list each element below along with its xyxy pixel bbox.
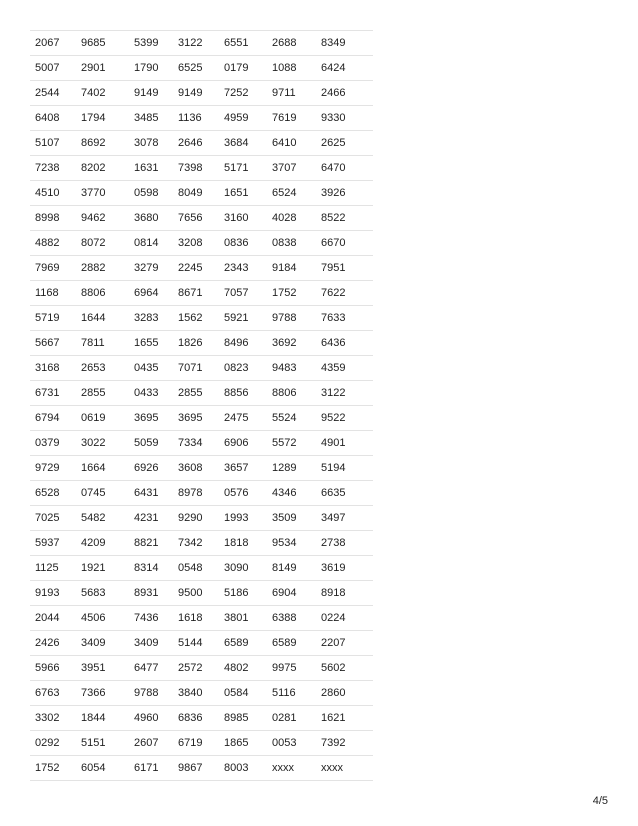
table-cell: 3409 [76, 631, 129, 656]
table-cell: 4959 [219, 106, 267, 131]
table-cell: 2860 [316, 681, 373, 706]
table-cell: 3078 [129, 131, 173, 156]
table-row [30, 506, 373, 531]
table-cell: 1844 [76, 706, 129, 731]
table-cell: 1125 [30, 556, 76, 581]
table-cell: 8985 [219, 706, 267, 731]
table-cell: 6589 [267, 631, 316, 656]
table-cell: 7252 [219, 81, 267, 106]
table-cell: 3770 [76, 181, 129, 206]
table-cell: 3801 [219, 606, 267, 631]
table-cell: 7238 [30, 156, 76, 181]
table-cell: 8821 [129, 531, 173, 556]
table-cell: 2688 [267, 31, 316, 56]
table-cell: 0053 [267, 731, 316, 756]
table-cell: 1136 [173, 106, 219, 131]
table-cell: 3695 [173, 406, 219, 431]
table-cell: 9788 [267, 306, 316, 331]
table-cell: 5572 [267, 431, 316, 456]
table-cell: 8806 [76, 281, 129, 306]
table-cell: 1088 [267, 56, 316, 81]
table-cell: 7366 [76, 681, 129, 706]
table-row [30, 656, 373, 681]
table-cell: 2653 [76, 356, 129, 381]
table-cell: 6906 [219, 431, 267, 456]
table-cell: 8522 [316, 206, 373, 231]
table-cell: 0576 [219, 481, 267, 506]
table-cell: 2855 [76, 381, 129, 406]
table-cell: 6171 [129, 756, 173, 781]
table-cell: 3695 [129, 406, 173, 431]
table-cell: 2572 [173, 656, 219, 681]
table-cell: 8003 [219, 756, 267, 781]
table-cell: 2625 [316, 131, 373, 156]
table-cell: 6424 [316, 56, 373, 81]
table-cell: 7071 [173, 356, 219, 381]
table-cell: 2245 [173, 256, 219, 281]
table-cell: 7334 [173, 431, 219, 456]
table-row [30, 181, 373, 206]
table-cell: 5151 [76, 731, 129, 756]
table-cell: 6470 [316, 156, 373, 181]
table-row [30, 681, 373, 706]
table-cell: 3951 [76, 656, 129, 681]
table-cell: 6719 [173, 731, 219, 756]
table-cell: 8496 [219, 331, 267, 356]
table-cell: 5524 [267, 406, 316, 431]
table-cell: 7342 [173, 531, 219, 556]
table-cell: 2067 [30, 31, 76, 56]
table-row [30, 56, 373, 81]
table-cell: 1651 [219, 181, 267, 206]
table-cell: 8692 [76, 131, 129, 156]
table-cell: 0838 [267, 231, 316, 256]
table-cell: 3208 [173, 231, 219, 256]
table-cell: 8314 [129, 556, 173, 581]
table-cell: 5116 [267, 681, 316, 706]
table-cell: 4209 [76, 531, 129, 556]
table-cell: 0619 [76, 406, 129, 431]
table-cell: 5007 [30, 56, 76, 81]
table-cell: 1562 [173, 306, 219, 331]
table-row [30, 706, 373, 731]
table-row [30, 131, 373, 156]
table-cell: 7436 [129, 606, 173, 631]
table-cell: 1826 [173, 331, 219, 356]
table-cell: 9184 [267, 256, 316, 281]
table-cell: 4802 [219, 656, 267, 681]
table-cell: 7025 [30, 506, 76, 531]
table-cell: 8856 [219, 381, 267, 406]
table-cell: 8671 [173, 281, 219, 306]
table-cell: 8072 [76, 231, 129, 256]
table-cell: 5399 [129, 31, 173, 56]
table-cell: 8202 [76, 156, 129, 181]
table-cell: 5667 [30, 331, 76, 356]
table-cell: 6408 [30, 106, 76, 131]
table-cell: 3279 [129, 256, 173, 281]
table-cell: 3840 [173, 681, 219, 706]
table-cell: 3160 [219, 206, 267, 231]
table-cell: 7951 [316, 256, 373, 281]
table-cell: 3168 [30, 356, 76, 381]
table-cell: 1752 [30, 756, 76, 781]
table-cell: 1618 [173, 606, 219, 631]
table-cell: 4506 [76, 606, 129, 631]
table-cell: 9462 [76, 206, 129, 231]
table-cell: 4028 [267, 206, 316, 231]
table-cell: 8978 [173, 481, 219, 506]
table-cell: 6436 [316, 331, 373, 356]
table-cell: 5719 [30, 306, 76, 331]
table-cell: 1664 [76, 456, 129, 481]
table-cell: 1790 [129, 56, 173, 81]
table-cell: 2466 [316, 81, 373, 106]
table-cell: 8998 [30, 206, 76, 231]
table-cell: 9290 [173, 506, 219, 531]
table-row [30, 256, 373, 281]
table-row [30, 456, 373, 481]
table-cell: 1655 [129, 331, 173, 356]
table-cell: 0435 [129, 356, 173, 381]
table-cell: 5144 [173, 631, 219, 656]
table-row [30, 331, 373, 356]
table-row [30, 431, 373, 456]
table-cell: 1621 [316, 706, 373, 731]
table-cell: 1818 [219, 531, 267, 556]
table-cell: 9975 [267, 656, 316, 681]
table-cell: 6525 [173, 56, 219, 81]
table-cell: 9483 [267, 356, 316, 381]
table-cell: 6431 [129, 481, 173, 506]
table-cell: 7398 [173, 156, 219, 181]
table-row [30, 606, 373, 631]
table-cell: 5171 [219, 156, 267, 181]
table-cell: 3409 [129, 631, 173, 656]
table-cell: 9330 [316, 106, 373, 131]
table-cell: 2882 [76, 256, 129, 281]
table-cell: xxxx [267, 756, 316, 781]
table-cell: 6589 [219, 631, 267, 656]
table-row [30, 631, 373, 656]
table-row [30, 356, 373, 381]
table-cell: 8931 [129, 581, 173, 606]
table-cell: 0292 [30, 731, 76, 756]
table-cell: 7656 [173, 206, 219, 231]
table-cell: 1865 [219, 731, 267, 756]
table-row [30, 156, 373, 181]
table-cell: 3302 [30, 706, 76, 731]
table-cell: 7811 [76, 331, 129, 356]
table-cell: 5966 [30, 656, 76, 681]
table-cell: 2855 [173, 381, 219, 406]
table-cell: 2207 [316, 631, 373, 656]
table-cell: 9149 [173, 81, 219, 106]
table-cell: 0548 [173, 556, 219, 581]
table-cell: 9193 [30, 581, 76, 606]
number-table-body [30, 31, 373, 781]
table-cell: 0224 [316, 606, 373, 631]
table-cell: 4346 [267, 481, 316, 506]
table-cell: 7633 [316, 306, 373, 331]
table-cell: 6670 [316, 231, 373, 256]
table-cell: 2738 [316, 531, 373, 556]
table-cell: 1644 [76, 306, 129, 331]
table-cell: 1752 [267, 281, 316, 306]
table-cell: 0836 [219, 231, 267, 256]
table-cell: 4359 [316, 356, 373, 381]
table-cell: 7619 [267, 106, 316, 131]
table-cell: 0379 [30, 431, 76, 456]
table-cell: 9685 [76, 31, 129, 56]
table-row [30, 731, 373, 756]
table-cell: 2544 [30, 81, 76, 106]
table-cell: 3283 [129, 306, 173, 331]
table-cell: 4960 [129, 706, 173, 731]
table-row [30, 231, 373, 256]
table-row [30, 381, 373, 406]
table-cell: 4901 [316, 431, 373, 456]
table-cell: 2901 [76, 56, 129, 81]
table-cell: 9867 [173, 756, 219, 781]
table-cell: 1921 [76, 556, 129, 581]
table-row [30, 281, 373, 306]
table-cell: 5059 [129, 431, 173, 456]
table-cell: 9522 [316, 406, 373, 431]
table-row [30, 756, 373, 781]
table-cell: 3485 [129, 106, 173, 131]
number-table [30, 30, 373, 781]
table-cell: 0823 [219, 356, 267, 381]
table-cell: 7622 [316, 281, 373, 306]
table-cell: 3707 [267, 156, 316, 181]
table-cell: 5107 [30, 131, 76, 156]
table-cell: 7392 [316, 731, 373, 756]
table-cell: 1993 [219, 506, 267, 531]
table-cell: 0433 [129, 381, 173, 406]
table-cell: 8349 [316, 31, 373, 56]
table-cell: 7969 [30, 256, 76, 281]
table-cell: 3497 [316, 506, 373, 531]
table-cell: 6410 [267, 131, 316, 156]
table-cell: 2646 [173, 131, 219, 156]
table-row [30, 106, 373, 131]
table-cell: 6388 [267, 606, 316, 631]
table-cell: 8918 [316, 581, 373, 606]
table-cell: 0598 [129, 181, 173, 206]
table-cell: 0281 [267, 706, 316, 731]
table-row [30, 206, 373, 231]
table-cell: 6551 [219, 31, 267, 56]
table-cell: 5602 [316, 656, 373, 681]
table-cell: 3022 [76, 431, 129, 456]
table-cell: 3509 [267, 506, 316, 531]
table-cell: 8149 [267, 556, 316, 581]
table-cell: 6794 [30, 406, 76, 431]
table-cell: 4231 [129, 506, 173, 531]
table-row [30, 81, 373, 106]
table-cell: 1631 [129, 156, 173, 181]
table-cell: 3657 [219, 456, 267, 481]
table-row [30, 581, 373, 606]
table-cell: 9500 [173, 581, 219, 606]
table-cell: 1289 [267, 456, 316, 481]
table-cell: 5194 [316, 456, 373, 481]
table-cell: 6836 [173, 706, 219, 731]
table-cell: 9788 [129, 681, 173, 706]
table-row [30, 556, 373, 581]
table-cell: 3090 [219, 556, 267, 581]
table-cell: xxxx [316, 756, 373, 781]
table-cell: 6477 [129, 656, 173, 681]
table-cell: 6731 [30, 381, 76, 406]
table-cell: 4882 [30, 231, 76, 256]
table-cell: 3608 [173, 456, 219, 481]
table-cell: 6635 [316, 481, 373, 506]
table-cell: 3926 [316, 181, 373, 206]
table-cell: 3684 [219, 131, 267, 156]
table-cell: 1168 [30, 281, 76, 306]
table-cell: 5937 [30, 531, 76, 556]
table-cell: 5683 [76, 581, 129, 606]
table-cell: 3619 [316, 556, 373, 581]
table-cell: 5482 [76, 506, 129, 531]
table-row [30, 31, 373, 56]
table-cell: 8049 [173, 181, 219, 206]
table-cell: 6524 [267, 181, 316, 206]
table-cell: 7402 [76, 81, 129, 106]
table-cell: 0745 [76, 481, 129, 506]
table-cell: 3122 [173, 31, 219, 56]
table-cell: 9729 [30, 456, 76, 481]
table-cell: 0179 [219, 56, 267, 81]
table-cell: 2607 [129, 731, 173, 756]
table-cell: 5186 [219, 581, 267, 606]
table-cell: 3692 [267, 331, 316, 356]
table-cell: 1794 [76, 106, 129, 131]
table-cell: 6528 [30, 481, 76, 506]
page-number: 4/5 [592, 795, 608, 807]
table-cell: 6926 [129, 456, 173, 481]
table-cell: 6904 [267, 581, 316, 606]
table-cell: 2426 [30, 631, 76, 656]
table-cell: 5921 [219, 306, 267, 331]
table-cell: 0584 [219, 681, 267, 706]
table-cell: 9711 [267, 81, 316, 106]
table-cell: 8806 [267, 381, 316, 406]
table-row [30, 531, 373, 556]
table-row [30, 406, 373, 431]
table-cell: 0814 [129, 231, 173, 256]
table-cell: 4510 [30, 181, 76, 206]
table-cell: 6054 [76, 756, 129, 781]
table-row [30, 481, 373, 506]
table-cell: 9149 [129, 81, 173, 106]
table-cell: 3680 [129, 206, 173, 231]
table-cell: 2343 [219, 256, 267, 281]
table-cell: 2475 [219, 406, 267, 431]
table-cell: 7057 [219, 281, 267, 306]
table-cell: 6964 [129, 281, 173, 306]
table-cell: 6763 [30, 681, 76, 706]
table-cell: 2044 [30, 606, 76, 631]
table-cell: 3122 [316, 381, 373, 406]
table-cell: 9534 [267, 531, 316, 556]
table-row [30, 306, 373, 331]
